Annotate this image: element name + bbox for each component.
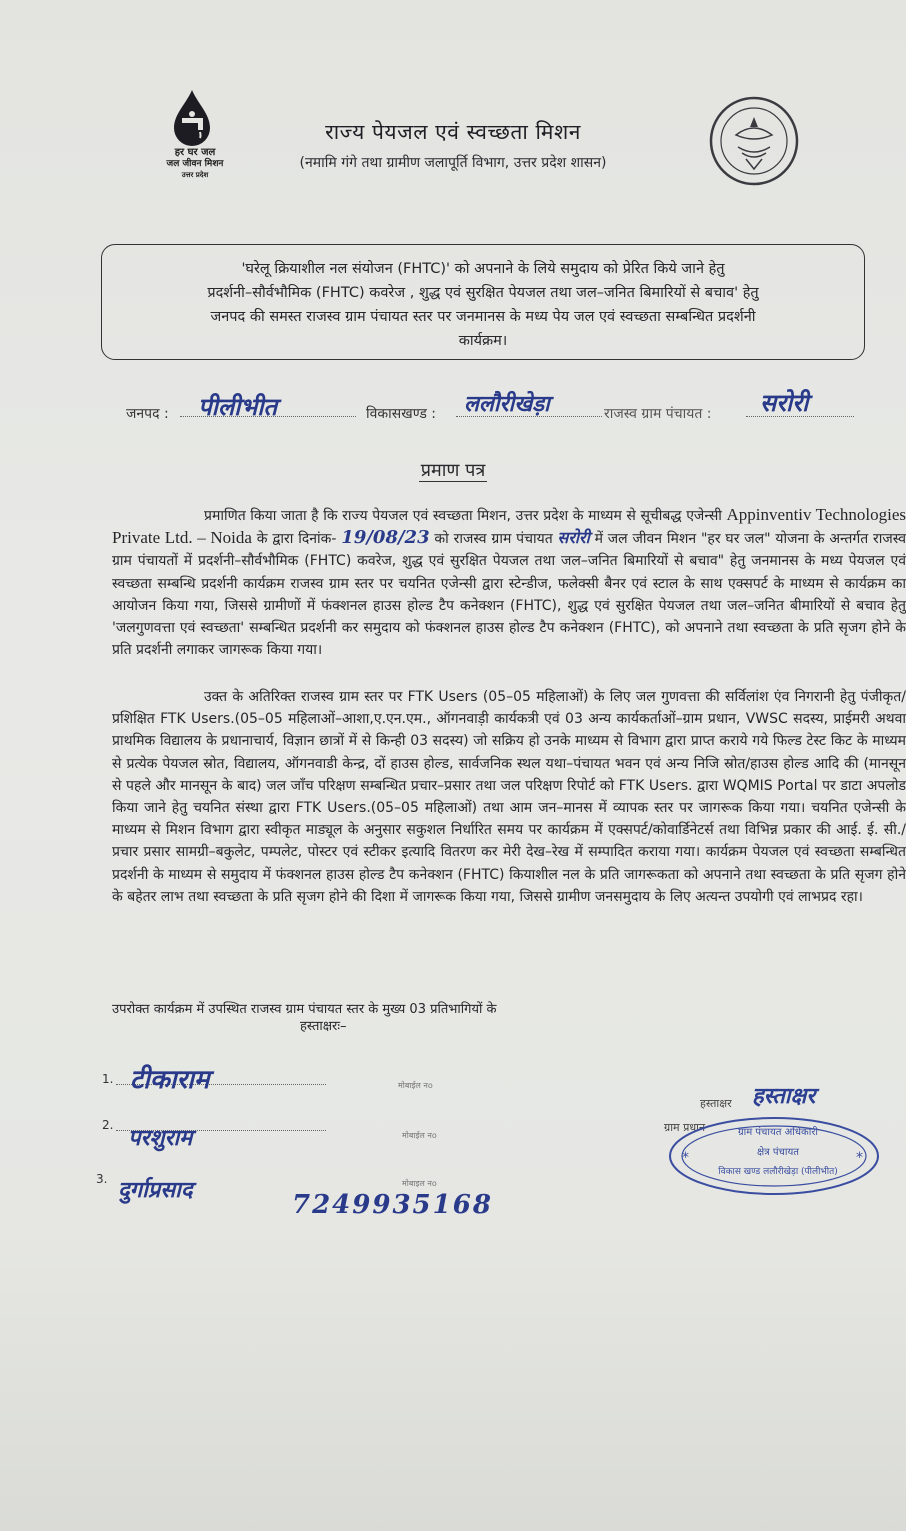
mobile-label-1: मोबाईल नo (398, 1081, 433, 1090)
p1-intro: प्रमाणित किया जाता है कि राज्य पेयजल एवं स्वच्छता मिशन, उत्तर प्रदेश के माध्यम से सूचीबद्ध एजेन्सी (204, 508, 722, 524)
mobile-label-2: मोबाईल नo (402, 1131, 437, 1140)
signature-number-2: 2. (102, 1118, 114, 1132)
panchayat-value: सरोरी (760, 388, 809, 417)
date-value: 19/08/23 (341, 527, 430, 549)
district-value: पीलीभीत (198, 392, 278, 421)
official-stamp (668, 1114, 880, 1198)
program-line-1: 'घरेलू क्रियाशील नल संयोजन (FHTC)' को अपनाने के लिये समुदाय को प्रेरित किये जाने हेतु (241, 261, 725, 277)
logo-text-line2: जल जीवन मिशन (166, 159, 224, 169)
p1-body: में जल जीवन मिशन "हर घर जल" योजना के अन्तर्गत राजस्व ग्राम पंचायतों में प्रदर्शनी–सौर्वभौमिक (FHTC) कवरेज, शुद्ध एवं सुरक्षित पेयजल तथा जल–जनित बिमारियों से बचाव" हेतु जनमानस के मध्य पेयजल एवं स्वच्छता सम्बन्धि प्रदर्शनी कार्यक्रम राजस्व ग्राम स्तर पर चयनित एजेन्सी द्वारा स्टेन्डीज, फलेक्सी बैनर एवं स्टाल के साथ एक्सपर्ट के माध्यम से कार्यक्रम का आयोजन किया गया, जिससे ग्रामीणों में फंक्शनल हाउस होल्ड टैप कनेक्शन (FHTC), शुद्ध एवं सुरक्षित पेयजल तथा जल–जनित बीमारियों से बचाव हेतु 'जलगुणवत्ता एवं स्वच्छता' सम्बन्धित प्रदर्शनी कर समुदाय को फंक्शनल हाउस होल्ड टैप कनेक्शन (FHTC), को अपनाने तथा स्वच्छता के प्रति सृजग होने के प्रति प्रदर्शनी लगाकर जागरूक किया गया। (112, 531, 906, 659)
program-line-2: प्रदर्शनी–सौर्वभौमिक (FHTC) कवरेज , शुद्ध एवं सुरक्षित पेयजल तथा जल–जनित बिमारियों से बचाव' हेतु (207, 285, 759, 301)
authority-label: ग्राम प्रधान (664, 1121, 706, 1134)
signature-1: टीकाराम (130, 1065, 210, 1095)
page-title: राज्य पेयजल एवं स्वच्छता मिशन (325, 120, 581, 144)
block-value: ललौरीखेड़ा (464, 391, 550, 417)
certificate-title (0, 458, 906, 482)
stamp-line-1: ग्राम पंचायत अधिकारी (737, 1127, 819, 1138)
page-subtitle: (नमामि गंगे तथा ग्रामीण जलापूर्ति विभाग, उत्तर प्रदेश शासन) (299, 155, 607, 171)
participants-intro-line: उपरोक्त कार्यक्रम में उपस्थित राजस्व ग्राम पंचायत स्तर के मुख्य 03 प्रतिभागियों के (112, 1002, 497, 1017)
mobile-number-3: 7249935168 (292, 1190, 493, 1220)
participant-signatures (96, 1065, 493, 1236)
logo-text-line3: उत्तर प्रदेश (181, 171, 209, 179)
program-line-4: कार्यक्रम। (458, 333, 508, 349)
p1-panchayat-label: को राजस्व ग्राम पंचायत (434, 531, 553, 548)
participants-signature-label: हस्ताक्षरः– (300, 1019, 347, 1034)
block-label: विकासखण्ड : (366, 406, 437, 422)
signature-3: दुर्गाप्रसाद (118, 1177, 193, 1203)
authority-signature: हस्ताक्षर (752, 1083, 816, 1109)
agency-name: Appinventiv Technologies Private Ltd. – Noida (112, 505, 906, 548)
logo-text-line1: हर घर जल (174, 147, 216, 158)
p2-body: उक्त के अतिरिक्त राजस्व ग्राम स्तर पर FTK Users (05–05 महिलाओं) के लिए जल गुणवत्ता की सर्विलांश एंव निगरानी हेतु पंजीकृत/प्रशिक्षित FTK Users.(05–05 महिलाओं–आशा,ए.एन.एम., ऑगनवाड़ी कार्यकत्री एवं 03 अन्य कार्यकर्ताओं–ग्राम प्रधान, VWSC सदस्य, प्राईमरी अथवा प्राथमिक विद्यालय के प्रधानाचार्य, विज्ञान छात्रों में से किन्ही 03 सदस्य) जो सक्रिय हो उनके माध्यम से विभाग द्वारा प्राप्त कराये गये फिल्ड टेस्ट किट के माध्यम से प्रत्येक पेयजल स्रोत, विद्यालय, ऑगनवाडी केन्द्र, दों हाउस होल्ड, सार्वजनिक स्थल यथा–पंचायत भवन एवं अन्य निजि स्रोत/हाउस होल्ड आदि की (मानसून से पहले और मानसून के बाद) जल जाँच परिक्षण सम्बन्धित प्रचार–प्रसार तथा जल परिक्षण रिपोर्ट को FTK Users. द्वारा WQMIS Portal पर डाटा अपलोड किया जाने हेतु चयनित संस्था द्वारा FTK Users.(05–05 महिलाओं) तथा आम जन–मानस में व्यापक स्तर पर जागरूक किया गया। चयनित एजेन्सी के माध्यम से मिशन विभाग द्वारा स्वीकृत माड्यूल के अनुसार सकुशल निर्धारित समय पर कार्यक्रम में एक्सपर्ट/कोवार्डिनेटर्स तथा विभिन्न प्रकार की आई. ई. सी./प्रचार प्रसार सामग्री–बकुलेट, पम्पलेट, पोस्टर एवं स्टीकर इत्यादि वितरण कर मेरी देख–रेख में सम्पादित कराया गया। कार्यक्रम पेयजल एवं स्वच्छता सम्बन्धित प्रदर्शनी के माध्यम से समुदाय में फंक्शनल हाउस होल्ड टैप कनेक्शन (FHTC) कियाशील नल के प्रति जागरूकता को अपनाने तथा स्वच्छता के प्रति सृजग होने के बहेतर लाभ तथा स्वच्छता के प्रति सृजग होने की दिशा में जागरूक किया गया, जिससे ग्रामीण जनसमुदाय के लिए अत्यन्त उपयोगी एवं लाभप्रद रहा। (112, 689, 906, 905)
district-label: जनपद : (126, 406, 169, 422)
panchayat-label: राजस्व ग्राम पंचायत : (604, 406, 712, 422)
village-value: सरोरी (557, 528, 590, 548)
mobile-label-3: मोबाइल नo (402, 1179, 437, 1188)
signature-number-3: 3. (96, 1172, 108, 1186)
stamp-line-3: विकास खण्ड ललौरीखेड़ा (पीलीभीत) (718, 1167, 838, 1177)
signature-2: परशुराम (128, 1125, 193, 1151)
p1-date-label: के द्वारा दिनांक- (256, 531, 337, 548)
certificate-paragraph-1 (112, 504, 906, 661)
authority-sign-label: हस्ताक्षर (700, 1097, 732, 1110)
signature-number-1: 1. (102, 1072, 114, 1086)
certificate-paragraph-2 (112, 686, 906, 908)
program-line-3: जनपद की समस्त राजस्व ग्राम पंचायत स्तर पर जनमानस के मध्य पेय जल एवं स्वच्छता सम्बन्धित प्रदर्शनी (210, 309, 756, 325)
program-description-box (101, 244, 865, 360)
stamp-line-2: क्षेत्र पंचायत (757, 1147, 799, 1158)
svg-text:*: * (682, 1150, 689, 1166)
certificate-title-text: प्रमाण पत्र (420, 460, 486, 481)
svg-text:*: * (856, 1150, 863, 1166)
participants-intro (112, 1001, 906, 1035)
location-fields (118, 388, 868, 432)
